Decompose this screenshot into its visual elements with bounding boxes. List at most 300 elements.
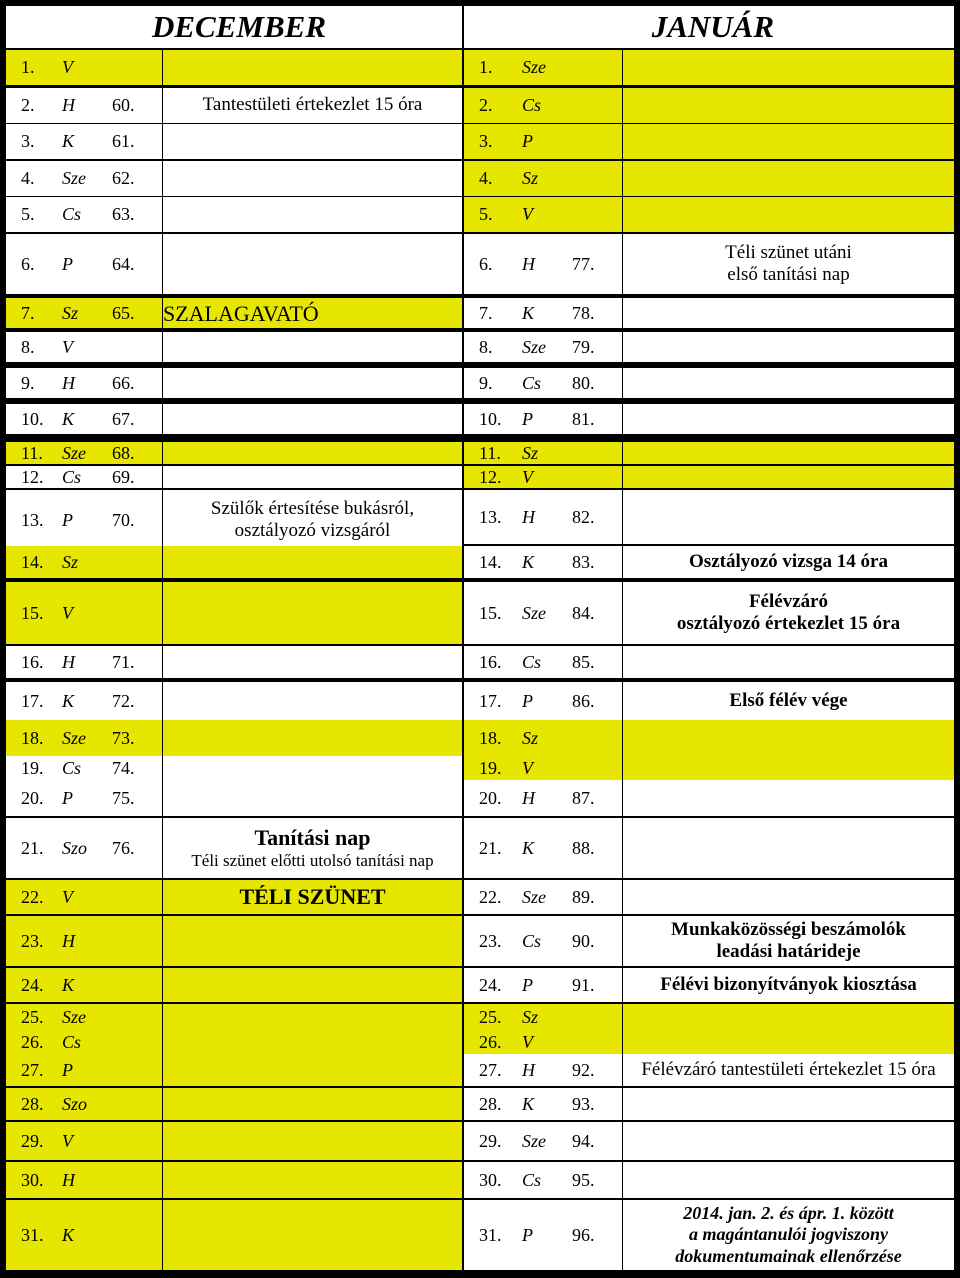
day-row [6,818,462,878]
event-cell [622,1162,954,1198]
weekday: K [62,131,75,151]
school-day-count: 63. [112,204,135,224]
school-day-count: 84. [572,602,595,623]
weekday: Cs [62,1031,82,1052]
school-day-count: 73. [112,727,135,748]
school-day-count: 77. [572,253,595,274]
event-text-line: első tanítási nap [727,264,850,285]
school-day-count: 88. [572,837,595,858]
event-cell [162,442,462,464]
weekday: V [522,1031,533,1052]
month-title: DECEMBER [151,9,326,44]
day-row [464,332,954,362]
event-cell [162,197,462,232]
day-number: 19. [21,757,44,778]
school-day-count [572,161,622,196]
event-cell [162,968,462,1002]
weekday: H [522,787,535,808]
school-day-count: 60. [112,95,135,115]
day-number: 11. [21,442,43,463]
day-number: 28. [21,1093,44,1114]
event-cell [622,442,954,464]
event-cell [622,1054,954,1086]
school-day-count [572,1004,622,1030]
event-text: Félévzáró [748,590,829,612]
day-number: 3. [479,131,493,151]
day-row [6,646,462,678]
day-row [464,968,954,1002]
school-day-count [112,1122,162,1160]
event-cell [162,298,462,328]
event-cell [622,646,954,678]
weekday: Cs [62,757,82,778]
event-cell [622,1004,954,1030]
school-day-count [572,197,622,232]
weekday: V [62,57,73,77]
weekday: K [522,1093,535,1114]
weekday: P [62,253,73,274]
day-number: 23. [21,930,44,951]
day-number: 16. [479,651,502,672]
day-row [6,1122,462,1160]
event-cell [162,88,462,123]
event-text: TÉLI SZÜNET [239,884,386,910]
event-text-line: osztályozó vizsgáról [234,520,391,541]
day-row [464,682,954,720]
event-text-line: a magántanulói jogviszony [688,1224,889,1245]
day-number: 3. [21,131,35,151]
weekday: Sze [522,336,546,357]
school-day-count: 76. [112,837,135,858]
weekday: H [62,651,75,672]
day-number: 12. [479,466,502,487]
day-number: 14. [21,551,44,572]
day-number: 26. [479,1031,502,1052]
weekday: Sze [62,1006,86,1027]
event-cell [162,1162,462,1198]
day-number: 31. [479,1224,502,1245]
weekday: K [62,974,75,995]
day-number: 6. [21,253,35,274]
day-row [6,1054,462,1086]
school-day-count: 91. [572,974,595,995]
day-row [464,50,954,85]
day-number: 22. [21,886,44,907]
weekday: Cs [62,466,82,487]
event-text: Félévzáró tantestületi értekezlet 15 óra [641,1058,936,1080]
event-text: Szülők értesítése bukásról, [210,497,415,519]
school-day-count: 68. [112,442,135,463]
weekday: H [522,1059,535,1080]
day-number: 8. [479,336,493,357]
day-row [464,490,954,544]
day-row [6,197,462,232]
event-cell [162,490,462,550]
school-day-count [112,1030,162,1054]
day-row [464,298,954,328]
school-day-count: 87. [572,787,595,808]
school-day-count [112,968,162,1002]
event-cell [162,234,462,294]
weekday: K [62,1224,75,1245]
day-number: 28. [479,1093,502,1114]
day-row [464,124,954,159]
day-row [464,1088,954,1120]
weekday: K [522,551,535,572]
school-day-count [572,1030,622,1054]
event-cell [162,818,462,878]
event-cell [162,50,462,85]
weekday: Cs [62,204,82,224]
event-text: Tantestületi értekezlet 15 óra [202,94,423,116]
day-row [6,546,462,578]
school-day-count: 95. [572,1169,595,1190]
weekday: P [522,974,533,995]
weekday: Sz [522,168,539,188]
weekday: Cs [522,95,542,115]
event-cell [622,466,954,488]
day-row [464,646,954,678]
school-day-count: 62. [112,168,135,188]
day-row [6,1088,462,1120]
day-row [464,442,954,464]
day-row [6,88,462,123]
day-number: 13. [21,509,44,530]
school-day-count: 82. [572,506,595,527]
day-number: 30. [479,1169,502,1190]
weekday: Sze [522,57,546,77]
school-day-count [112,1162,162,1198]
school-day-count: 64. [112,253,135,274]
event-cell [622,50,954,85]
day-number: 17. [479,690,502,711]
day-number: 5. [21,204,35,224]
event-text-line: leadási határideje [716,941,861,962]
day-number: 4. [479,168,493,188]
weekday: Sze [62,727,86,748]
weekday: Sz [62,302,79,323]
weekday: V [62,602,73,623]
event-cell [622,1030,954,1054]
weekday: P [62,1059,73,1080]
event-cell [622,197,954,232]
event-cell [622,1088,954,1120]
day-row [464,1004,954,1030]
weekday: Sz [522,442,539,463]
day-row [464,161,954,196]
event-text: Munkaközösségi beszámolók [671,918,906,940]
day-number: 27. [21,1059,44,1080]
day-number: 18. [21,727,44,748]
day-row [6,442,462,464]
day-row [464,1200,954,1270]
day-row [6,332,462,362]
day-number: 7. [21,302,35,323]
day-number: 24. [479,974,502,995]
day-row [6,780,462,816]
weekday: Sz [522,1006,539,1027]
weekday: P [62,509,73,530]
event-text: SZALAGAVATÓ [163,301,319,327]
weekday: H [62,1169,75,1190]
event-cell [622,1122,954,1160]
weekday: V [522,204,533,224]
event-cell [622,1200,954,1270]
event-cell [622,818,954,878]
day-number: 4. [21,168,35,188]
day-row [464,818,954,878]
day-number: 15. [479,602,502,623]
school-day-count [572,720,622,756]
school-day-count: 72. [112,690,135,711]
day-row [464,404,954,434]
school-day-count [112,546,162,578]
day-row [464,88,954,123]
event-cell [622,720,954,756]
event-cell [162,546,462,578]
day-row [6,298,462,328]
weekday: Sz [522,727,539,748]
school-day-count: 74. [112,757,135,778]
school-day-count [112,880,162,914]
day-row [6,124,462,159]
school-day-count [112,332,162,362]
day-number: 13. [479,506,502,527]
school-day-count: 92. [572,1059,595,1080]
day-row [464,582,954,644]
weekday: H [522,506,535,527]
weekday: Szo [62,1093,88,1114]
event-cell [622,332,954,362]
school-day-count: 67. [112,408,135,429]
day-row [464,1054,954,1086]
event-cell [162,756,462,780]
event-cell [622,124,954,159]
event-cell [622,298,954,328]
day-row [464,720,954,756]
event-text-line: Téli szünet előtti utolsó tanítási nap [191,850,434,870]
day-row [6,1162,462,1198]
weekday: Sze [522,602,546,623]
school-day-count [112,1200,162,1270]
event-text: Félévi bizonyítványok kiosztása [660,973,917,995]
school-day-count [112,50,162,85]
event-cell [162,1054,462,1086]
school-day-count: 78. [572,302,595,323]
day-number: 23. [479,930,502,951]
school-day-count: 65. [112,302,135,323]
day-number: 2. [479,95,493,115]
day-row [6,916,462,966]
day-number: 18. [479,727,502,748]
school-day-count: 89. [572,886,595,907]
weekday: V [522,466,533,487]
school-day-count [572,50,622,85]
weekday: Szo [62,837,88,858]
event-cell [622,161,954,196]
january-header [464,6,954,48]
event-cell [622,368,954,398]
day-row [6,490,462,550]
day-row [6,161,462,196]
event-cell [622,756,954,780]
event-cell [622,546,954,578]
day-number: 31. [21,1224,44,1245]
school-day-count: 69. [112,466,135,487]
school-day-count: 94. [572,1130,595,1151]
event-cell [622,682,954,720]
day-number: 29. [479,1130,502,1151]
school-day-count: 75. [112,787,135,808]
weekday: P [522,690,533,711]
day-number: 17. [21,690,44,711]
weekday: P [62,787,73,808]
school-day-count: 79. [572,336,595,357]
day-number: 1. [479,57,493,77]
weekday: Sze [62,442,86,463]
weekday: Cs [522,372,542,393]
day-row [464,780,954,816]
day-number: 11. [479,442,501,463]
event-cell [162,1122,462,1160]
school-day-count: 90. [572,930,595,951]
weekday: P [522,1224,533,1245]
school-day-count [572,88,622,123]
weekday: V [62,336,73,357]
school-day-count: 93. [572,1093,595,1114]
school-day-count [112,1088,162,1120]
school-day-count [572,442,622,464]
event-cell [162,1088,462,1120]
day-number: 30. [21,1169,44,1190]
day-number: 25. [21,1006,44,1027]
day-number: 12. [21,466,44,487]
weekday: H [62,930,75,951]
event-text-line: osztályozó értekezlet 15 óra [676,613,901,634]
school-day-count [112,1054,162,1086]
day-number: 19. [479,757,502,778]
weekday: V [62,1130,73,1151]
event-cell [162,1030,462,1054]
event-cell [622,916,954,966]
day-row [6,368,462,398]
event-cell [162,368,462,398]
weekday: Cs [522,651,542,672]
month-title: JANUÁR [651,9,774,44]
day-row [464,880,954,914]
school-day-count: 70. [112,509,135,530]
day-number: 26. [21,1031,44,1052]
day-row [464,1162,954,1198]
event-cell [162,1200,462,1270]
day-number: 20. [21,787,44,808]
day-row [6,1004,462,1030]
school-day-count [572,124,622,159]
event-cell [162,682,462,720]
school-day-count: 86. [572,690,595,711]
day-row [464,1122,954,1160]
day-row [6,466,462,488]
day-row [6,682,462,720]
day-number: 16. [21,651,44,672]
day-number: 27. [479,1059,502,1080]
day-number: 22. [479,886,502,907]
day-number: 10. [479,408,502,429]
school-day-count: 81. [572,408,595,429]
weekday: K [522,837,535,858]
weekday: Cs [522,1169,542,1190]
day-row [6,880,462,914]
weekday: K [62,408,75,429]
day-row [6,968,462,1002]
day-row [6,1200,462,1270]
event-text: Osztályozó vizsga 14 óra [689,550,888,572]
school-day-count [112,1004,162,1030]
weekday: H [62,95,75,115]
day-row [464,368,954,398]
day-row [6,756,462,780]
event-cell [622,968,954,1002]
weekday: H [62,372,75,393]
weekday: Sze [522,886,546,907]
event-cell [162,404,462,434]
weekday: P [522,131,533,151]
event-cell [162,916,462,966]
event-text-line: dokumentumainak ellenőrzése [675,1245,902,1266]
school-day-count: 71. [112,651,135,672]
weekday: Cs [522,930,542,951]
day-row [6,1030,462,1054]
december-header [6,6,462,48]
day-number: 7. [479,302,493,323]
weekday: V [62,886,73,907]
day-number: 1. [21,57,35,77]
school-day-count [112,916,162,966]
event-text: 2014. jan. 2. és ápr. 1. között [683,1203,894,1224]
day-number: 25. [479,1006,502,1027]
day-number: 10. [21,408,44,429]
day-number: 6. [479,253,493,274]
event-cell [162,720,462,756]
day-row [464,546,954,578]
day-number: 9. [479,372,493,393]
event-cell [162,466,462,488]
day-number: 29. [21,1130,44,1151]
day-number: 21. [479,837,502,858]
day-row [464,234,954,294]
day-number: 2. [21,95,35,115]
day-number: 21. [21,837,44,858]
day-row [6,720,462,756]
weekday: P [522,408,533,429]
day-row [464,466,954,488]
day-number: 8. [21,336,35,357]
event-cell [622,88,954,123]
day-row [464,916,954,966]
event-cell [162,332,462,362]
weekday: V [522,757,533,778]
event-cell [622,582,954,644]
school-day-count [572,756,622,780]
school-day-count [112,582,162,644]
event-cell [162,1004,462,1030]
weekday: K [522,302,535,323]
weekday: Sze [522,1130,546,1151]
day-number: 15. [21,602,44,623]
event-cell [622,880,954,914]
weekday: Sze [62,168,86,188]
event-cell [622,780,954,816]
